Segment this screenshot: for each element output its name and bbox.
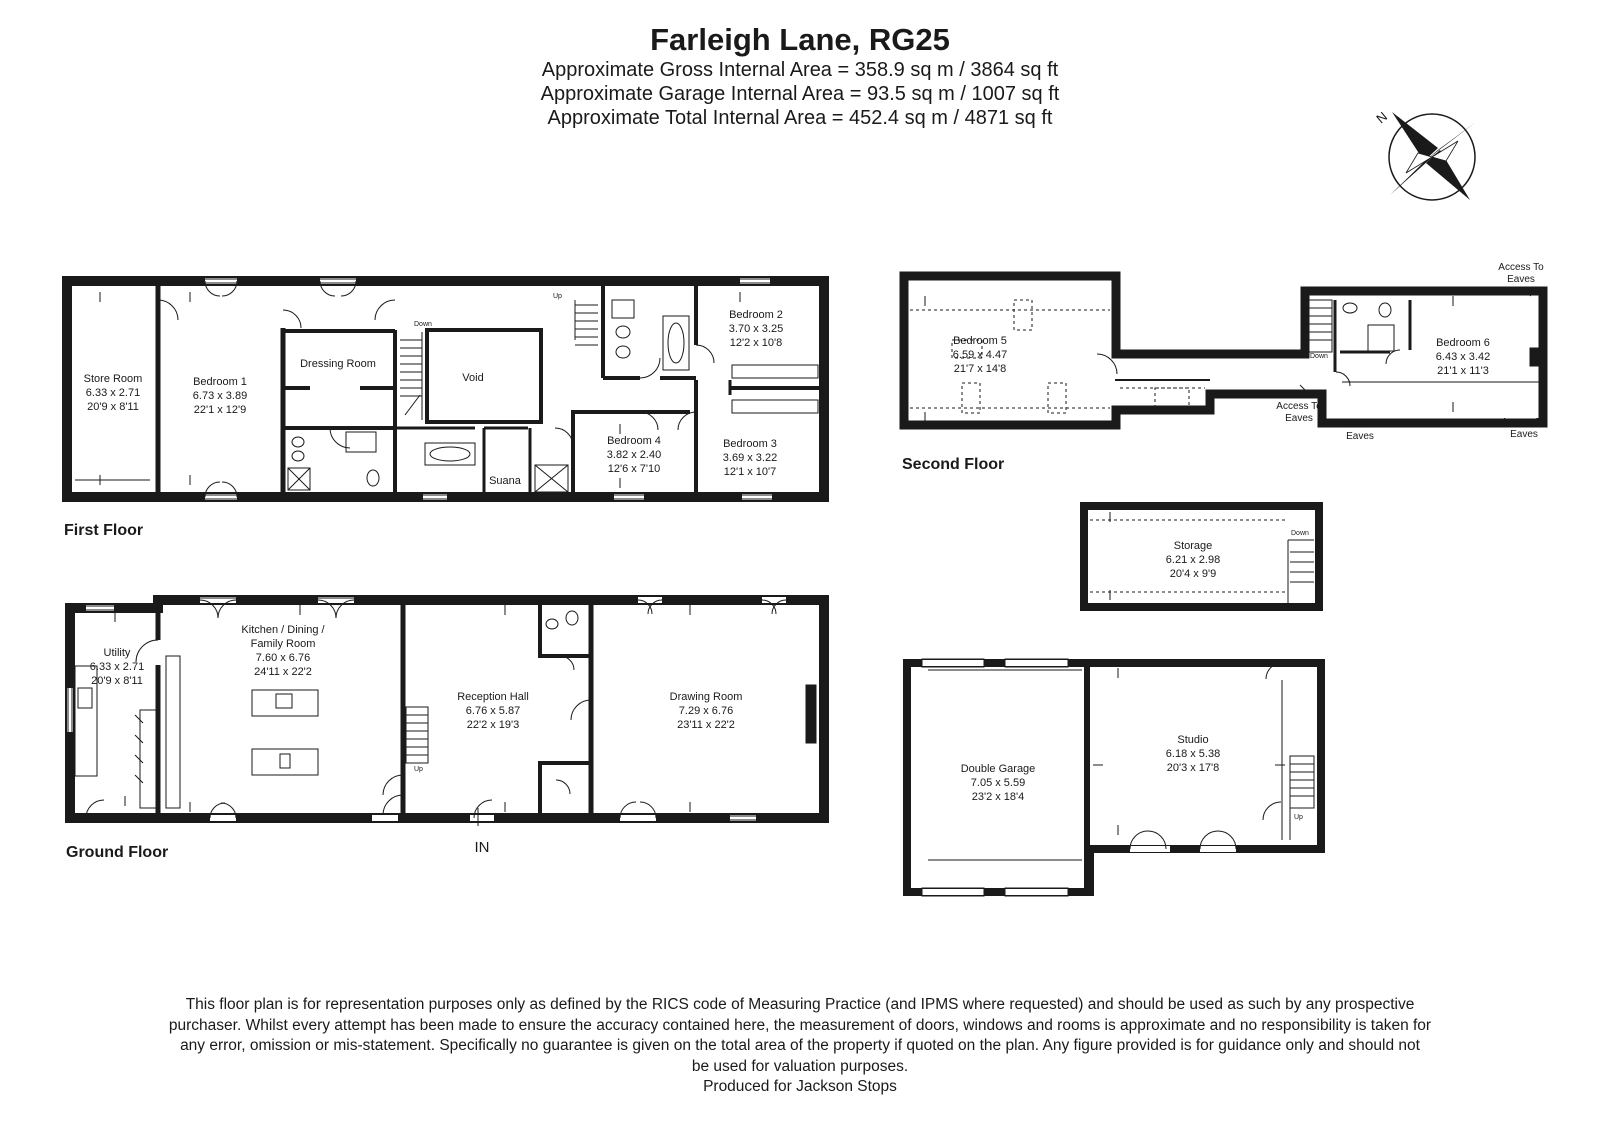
- storage-metric: 6.21 x 2.98: [1165, 554, 1221, 566]
- double-garage-imperial: 23'2 x 18'4: [971, 791, 1025, 803]
- property-title: Farleigh Lane, RG25: [650, 22, 950, 57]
- bedroom-6-imperial: 21'1 x 11'3: [1437, 365, 1489, 377]
- drawing-room-name: Drawing Room: [669, 691, 743, 703]
- eaves-access-1-line-1: Access To: [1498, 262, 1544, 273]
- eaves-access-2-line-1: Access To: [1276, 401, 1322, 412]
- double-garage-name: Double Garage: [960, 763, 1036, 775]
- bedroom-3-imperial: 12'1 x 10'7: [723, 466, 777, 478]
- garage-studio-plan: [907, 659, 1321, 896]
- eaves-access-3-line-2: Eaves: [1346, 431, 1374, 442]
- disclaimer-line-1: This floor plan is for representation purposes only as defined by the RICS code of Measuring Practice (and IPMS where requested) and should be used as such by any prospective: [185, 996, 1415, 1013]
- bedroom-4-imperial: 12'6 x 7'10: [607, 463, 661, 475]
- dressing-room-name: Dressing Room: [300, 358, 376, 370]
- first-floor-plan: [67, 278, 824, 499]
- storage-name: Storage: [1173, 540, 1213, 552]
- void-name: Void: [462, 372, 484, 384]
- second-floor-title: Second Floor: [902, 456, 1005, 473]
- store-room-metric: 6.33 x 2.71: [85, 387, 141, 399]
- bedroom-2-metric: 3.70 x 3.25: [728, 323, 784, 335]
- reception-hall-metric: 6.76 x 5.87: [465, 705, 521, 717]
- eaves-access-3-line-1: Access To: [1337, 419, 1383, 430]
- storage-imperial: 20'4 x 9'9: [1169, 568, 1217, 580]
- first-floor-title: First Floor: [64, 522, 144, 539]
- kitchen-name-line-2: Family Room: [250, 638, 316, 650]
- eaves-access-2-line-2: Eaves: [1285, 413, 1313, 424]
- kitchen-metric: 7.60 x 6.76: [255, 652, 311, 664]
- disclaimer-line-2: purchaser. Whilst every attempt has been made to ensure the accuracy contained here, the measurement of doors, windows and rooms is approximate and no responsibility is taken for: [168, 1016, 1432, 1034]
- reception-hall-imperial: 22'2 x 19'3: [466, 719, 520, 731]
- stair-up-label: Up: [553, 293, 562, 300]
- bedroom-3-metric: 3.69 x 3.22: [722, 452, 778, 464]
- bedroom-6-metric: 6.43 x 3.42: [1435, 351, 1491, 363]
- disclaimer-line-3: any error, omission or mis-statement. Specifically no guarantee is given on the total area of the property if quoted on the plan. Any figure provided is for guidance only and should not: [180, 1037, 1420, 1054]
- double-garage-metric: 7.05 x 5.59: [970, 777, 1026, 789]
- compass-north-label: N: [1373, 108, 1391, 127]
- bedroom-1-name: Bedroom 1: [193, 376, 247, 388]
- utility-imperial: 20'9 x 8'11: [91, 675, 143, 687]
- ground-stair-up-label: Up: [414, 766, 423, 773]
- bedroom-5-imperial: 21'7 x 14'8: [953, 363, 1007, 375]
- bedroom-6-name: Bedroom 6: [1436, 337, 1490, 349]
- kitchen-name-line-1: Kitchen / Dining /: [241, 624, 325, 636]
- storage-stair-down-label: Down: [1291, 530, 1309, 537]
- studio-name: Studio: [1177, 734, 1209, 746]
- bedroom-2-name: Bedroom 2: [729, 309, 783, 321]
- kitchen-imperial: 24'11 x 22'2: [254, 666, 312, 678]
- drawing-room-imperial: 23'11 x 22'2: [677, 719, 735, 731]
- stair-down-label: Down: [414, 321, 432, 328]
- bedroom-3-name: Bedroom 3: [723, 438, 777, 450]
- studio-imperial: 20'3 x 17'8: [1166, 762, 1220, 774]
- suana-name: Suana: [489, 475, 521, 487]
- drawing-room-metric: 7.29 x 6.76: [678, 705, 734, 717]
- disclaimer-text: [100, 995, 1500, 1098]
- utility-name: Utility: [103, 647, 131, 659]
- gross-area-text: Approximate Gross Internal Area = 358.9 sq m / 3864 sq ft: [541, 59, 1059, 81]
- eaves-access-4-line-1: Access To: [1501, 417, 1547, 428]
- store-room-imperial: 20'9 x 8'11: [87, 401, 139, 413]
- bedroom-4-metric: 3.82 x 2.40: [606, 449, 662, 461]
- studio-stair-up-label: Up: [1294, 814, 1303, 821]
- reception-hall-name: Reception Hall: [457, 691, 529, 703]
- bedroom-5-metric: 6.59 x 4.47: [952, 349, 1008, 361]
- bedroom-5-name: Bedroom 5: [953, 335, 1007, 347]
- second-stair-down-label: Down: [1310, 353, 1328, 360]
- bedroom-1-imperial: 22'1 x 12'9: [193, 404, 247, 416]
- bedroom-4-name: Bedroom 4: [607, 435, 661, 447]
- ground-floor-title: Ground Floor: [66, 844, 169, 861]
- total-area-text: Approximate Total Internal Area = 452.4 sq m / 4871 sq ft: [547, 107, 1053, 129]
- store-room-name: Store Room: [83, 373, 143, 385]
- bedroom-2-imperial: 12'2 x 10'8: [729, 337, 783, 349]
- compass-icon: [1373, 109, 1476, 200]
- utility-metric: 6.33 x 2.71: [89, 661, 145, 673]
- eaves-access-1-line-2: Eaves: [1507, 274, 1535, 285]
- producer-credit: Produced for Jackson Stops: [703, 1078, 897, 1095]
- disclaimer-line-4: be used for valuation purposes.: [691, 1057, 909, 1075]
- entrance-label: IN: [474, 839, 490, 856]
- eaves-access-4-line-2: Eaves: [1510, 429, 1538, 440]
- garage-area-text: Approximate Garage Internal Area = 93.5 sq m / 1007 sq ft: [540, 83, 1060, 105]
- studio-metric: 6.18 x 5.38: [1165, 748, 1221, 760]
- bedroom-1-metric: 6.73 x 3.89: [192, 390, 248, 402]
